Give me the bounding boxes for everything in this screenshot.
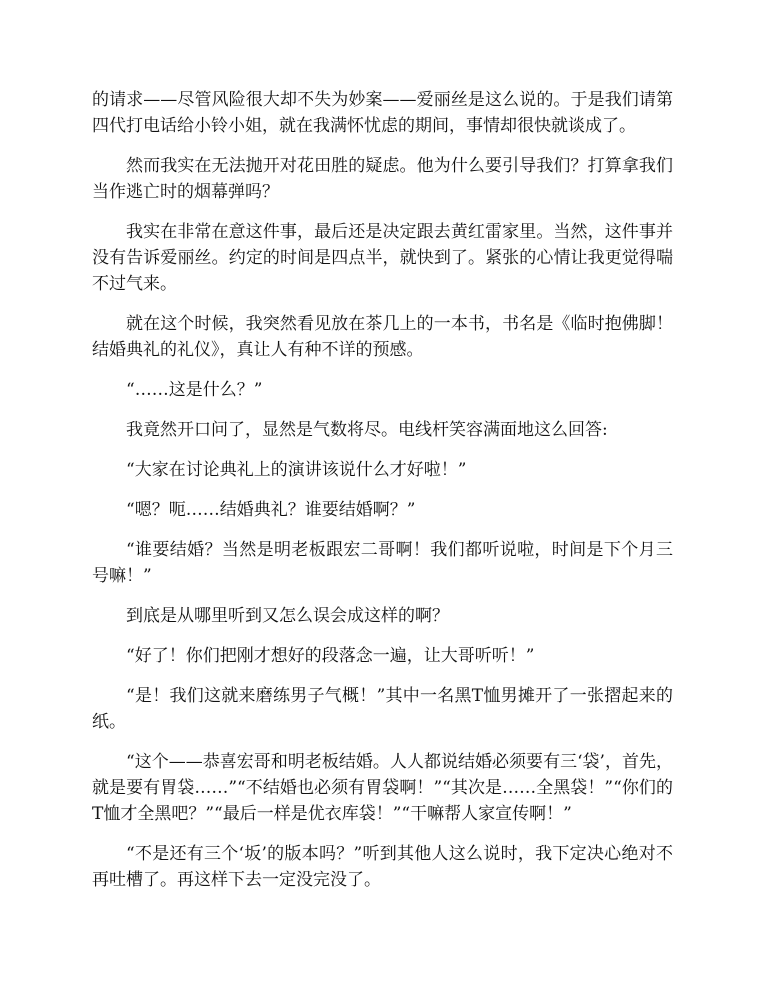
paragraph: “好了！你们把刚才想好的段落念一遍，让大哥听听！” <box>126 646 535 666</box>
paragraph: “……这是什么？” <box>126 380 263 400</box>
paragraph: 就在这个时候，我突然看见放在茶几上的一本书，书名是《临时抱佛脚！结婚典礼的礼仪》，真让人有种不详的预感。 <box>92 314 673 360</box>
paragraph: “不是还有三个‘坂’的版本吗？”听到其他人这么说时，我下定决心绝对不再吐槽了。再这样下去一定没完没了。 <box>92 844 673 890</box>
paragraph: 我竟然开口问了，显然是气数将尽。电线杆笑容满面地这么回答: <box>126 420 608 440</box>
paragraph: “是！我们这就来磨练男子气概！”其中一名黑T恤男摊开了一张摺起来的纸。 <box>92 686 673 732</box>
paragraph: 我实在非常在意这件事，最后还是决定跟去黄红雷家里。当然，这件事并没有告诉爱丽丝。约定的时间是四点半，就快到了。紧张的心情让我更觉得喘不过气来。 <box>92 222 673 294</box>
paragraph: “谁要结婚？当然是明老板跟宏二哥啊！我们都听说啦，时间是下个月三号嘛！” <box>92 540 673 586</box>
paragraph: “大家在讨论典礼上的演讲该说什么才好啦！” <box>126 460 467 480</box>
paragraph: 到底是从哪里听到又怎么误会成这样的啊？ <box>126 606 449 626</box>
paragraph: 的请求——尽管风险很大却不失为妙案——爱丽丝是这么说的。于是我们请第四代打电话给小铃小姐，就在我满怀忧虑的期间，事情却很快就谈成了。 <box>92 90 673 136</box>
paragraph: 然而我实在无法抛开对花田胜的疑虑。他为什么要引导我们？打算拿我们当作逃亡时的烟幕弹吗？ <box>92 156 673 202</box>
paragraph: “嗯？呃……结婚典礼？谁要结婚啊？” <box>126 500 416 520</box>
paragraph: “这个——恭喜宏哥和明老板结婚。人人都说结婚必须要有三‘袋’，首先，就是要有胃袋……”“不结婚也必须有胃袋啊！”“其次是……全黑袋！”“你们的T恤才全黑吧？”“最后一样是优衣库袋！”“干嘛帮人家宣传啊！” <box>92 752 673 824</box>
